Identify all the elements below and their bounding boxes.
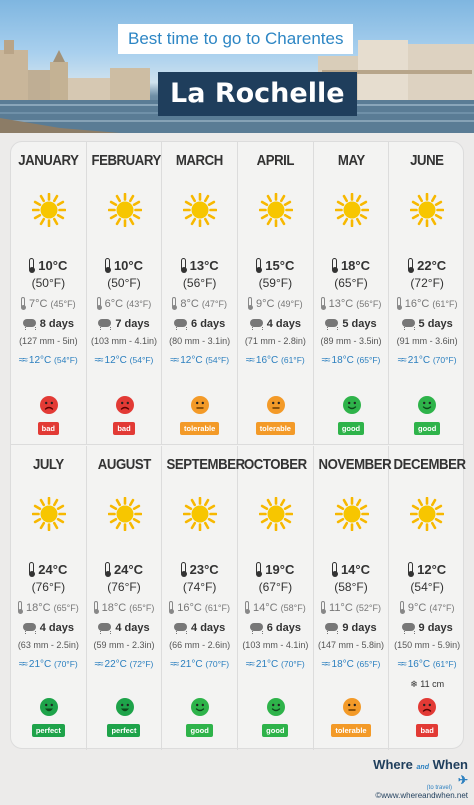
sea-temp-row [389, 659, 465, 670]
high-temp-c: 15°C [265, 258, 295, 273]
rain-cloud-icon [23, 623, 36, 631]
thermometer-icon [18, 601, 22, 612]
rain-row [389, 622, 465, 634]
low-temp-f: (52°F) [355, 603, 381, 613]
verdict-label: good [186, 724, 212, 737]
rain-cloud-icon [402, 623, 415, 631]
low-temp-c: 7°C [29, 298, 48, 310]
sea-temp-row [162, 355, 237, 366]
rain-days: 5 days [418, 318, 453, 330]
month-name: MAY [337, 152, 365, 169]
perfect-face-icon [116, 698, 134, 716]
high-temp-row [11, 562, 86, 577]
sun-icon [183, 497, 217, 531]
low-temp-row [162, 601, 237, 614]
waves-icon: ≈≈ [397, 659, 405, 670]
high-temp-row [389, 562, 465, 577]
rain-amount: (89 mm - 3.5in) [320, 336, 382, 346]
bad-face-icon [418, 698, 436, 716]
waves-icon: ≈≈ [245, 355, 253, 366]
rain-cloud-icon [174, 319, 187, 327]
verdict-label: good [338, 422, 364, 435]
rain-cloud-icon [325, 623, 338, 631]
month-column-july [11, 446, 87, 750]
low-temp-f: (61°F) [432, 299, 458, 309]
thermometer-icon [105, 258, 110, 271]
low-temp-f: (47°F) [429, 603, 455, 613]
high-temp-f: (50°F) [107, 276, 141, 290]
low-temp-row [87, 297, 162, 310]
verdict-badge [87, 418, 162, 431]
month-grid [11, 142, 465, 750]
sea-temp-c: 18°C [331, 659, 354, 670]
sea-temp-c: 12°C [180, 355, 203, 366]
rain-days: 6 days [266, 622, 301, 634]
high-temp-row [162, 562, 237, 577]
high-temp-c: 10°C [113, 258, 143, 273]
high-temp-f: (67°F) [258, 580, 293, 594]
rain-row [314, 318, 389, 330]
low-temp-c: 11°C [329, 602, 353, 614]
low-temp-c: 13°C [328, 298, 354, 310]
rain-cloud-icon [250, 623, 263, 631]
verdict-label: tolerable [180, 422, 219, 435]
thermometer-icon [256, 258, 261, 271]
snowflake-icon: ❄ [410, 679, 418, 689]
month-column-april [238, 142, 314, 444]
page-title: La Rochelle [158, 72, 357, 116]
month-name: MARCH [176, 152, 224, 169]
sea-temp-row [87, 659, 162, 670]
perfect-face-icon [40, 698, 58, 716]
climate-card [10, 141, 464, 749]
month-name: SEPTEMBER [166, 456, 246, 473]
low-temp-c: 14°C [252, 602, 278, 614]
sun-icon [108, 497, 142, 531]
brand-tagline: (to travel) [426, 785, 452, 791]
verdict-label: perfect [32, 724, 65, 737]
month-column-december [389, 446, 465, 750]
rain-row [87, 318, 162, 330]
low-temp-c: 18°C [101, 602, 127, 614]
brand-name [368, 757, 468, 787]
sun-icon [335, 497, 369, 531]
rain-cloud-icon [98, 623, 111, 631]
waves-icon: ≈≈ [397, 355, 405, 366]
high-temp-c: 24°C [38, 562, 68, 577]
verdict-label: tolerable [256, 422, 295, 435]
thermometer-icon [169, 601, 173, 612]
low-temp-row [87, 601, 162, 614]
high-temp-row [238, 258, 313, 273]
sea-temp-c: 21°C [180, 659, 203, 670]
low-temp-row [238, 601, 313, 614]
brand-when: When [432, 757, 468, 772]
high-temp-c: 10°C [38, 258, 68, 273]
waves-icon: ≈≈ [321, 659, 329, 670]
high-temp-f: (72°F) [410, 276, 444, 290]
sea-temp-row [314, 355, 389, 366]
rain-amount: (71 mm - 2.8in) [244, 336, 306, 346]
high-temp-c: 13°C [189, 258, 219, 273]
sea-temp-f: (65°F) [356, 659, 381, 669]
rain-cloud-icon [250, 319, 263, 327]
sea-temp-f: (70°F) [54, 659, 78, 669]
month-name: FEBRUARY [91, 152, 161, 169]
high-temp-c: 24°C [113, 562, 143, 577]
waves-icon: ≈≈ [321, 355, 329, 366]
rain-row [389, 318, 465, 330]
low-temp-f: (65°F) [129, 603, 155, 613]
tolerable-face-icon [191, 396, 209, 414]
low-temp-f: (56°F) [356, 299, 382, 309]
rain-amount: (66 mm - 2.6in) [169, 640, 231, 650]
low-temp-c: 6°C [104, 298, 124, 310]
rain-row [87, 622, 162, 634]
month-name: APRIL [256, 152, 295, 169]
waves-icon: ≈≈ [170, 355, 178, 366]
verdict-badge [162, 418, 237, 431]
thermometer-icon [181, 562, 186, 575]
rain-days: 4 days [266, 318, 301, 330]
low-temp-row [11, 601, 86, 614]
thermometer-icon [29, 258, 34, 271]
verdict-badge [162, 720, 237, 733]
month-name: AUGUST [97, 456, 151, 473]
month-name: JANUARY [18, 152, 79, 169]
sun-icon [32, 193, 66, 227]
low-temp-f: (58°F) [280, 603, 306, 613]
rain-amount: (150 mm - 5.9in) [394, 640, 461, 650]
rain-cloud-icon [174, 623, 187, 631]
verdict-badge [11, 418, 86, 431]
high-temp-row [389, 258, 465, 273]
month-name: OCTOBER [243, 456, 307, 473]
low-temp-f: (43°F) [126, 299, 152, 309]
month-column-august [87, 446, 163, 750]
low-temp-row [389, 297, 465, 310]
low-temp-f: (49°F) [277, 299, 303, 309]
sea-temp-c: 22°C [104, 659, 127, 670]
high-temp-f: (59°F) [258, 276, 293, 290]
brand-logo[interactable] [368, 757, 468, 801]
rain-row [314, 622, 389, 634]
good-face-icon [191, 698, 209, 716]
sea-temp-f: (70°F) [281, 659, 305, 669]
rain-days: 9 days [342, 622, 377, 634]
low-temp-f: (47°F) [201, 299, 227, 309]
thermometer-icon [181, 258, 186, 271]
sea-temp-row [87, 355, 162, 366]
month-name: JUNE [410, 152, 444, 169]
sea-temp-f: (54°F) [129, 355, 154, 365]
tolerable-face-icon [343, 698, 361, 716]
good-face-icon [267, 698, 285, 716]
sea-temp-f: (65°F) [356, 355, 381, 365]
month-column-november [314, 446, 390, 750]
rain-cloud-icon [98, 319, 111, 327]
low-temp-c: 8°C [180, 298, 199, 310]
sun-icon [108, 193, 142, 227]
footer-url[interactable]: ©www.whereandwhen.net [375, 791, 468, 800]
high-temp-row [87, 258, 162, 273]
month-column-september [162, 446, 246, 750]
high-temp-c: 19°C [265, 562, 295, 577]
rain-row [162, 622, 237, 634]
waves-icon: ≈≈ [18, 659, 26, 670]
low-temp-row [162, 297, 237, 310]
low-temp-f: (61°F) [204, 603, 231, 613]
month-name: NOVEMBER [318, 456, 391, 473]
rain-days: 9 days [418, 622, 453, 634]
rain-cloud-icon [325, 319, 338, 327]
sea-temp-row [11, 659, 86, 670]
verdict-label: bad [416, 724, 437, 737]
low-temp-f: (65°F) [53, 603, 79, 613]
verdict-badge [238, 720, 313, 733]
waves-icon: ≈≈ [94, 659, 102, 670]
snow-depth: 11 cm [420, 679, 445, 689]
high-temp-c: 23°C [189, 562, 219, 577]
header-photo [0, 0, 474, 133]
sun-icon [259, 497, 293, 531]
rain-row [238, 622, 313, 634]
rain-cloud-icon [23, 319, 36, 327]
waves-icon: ≈≈ [94, 355, 102, 366]
sea-temp-f: (54°F) [54, 355, 78, 365]
high-temp-f: (58°F) [334, 580, 368, 594]
thermometer-icon [245, 601, 249, 612]
rain-amount: (103 mm - 4.1in) [242, 640, 309, 650]
brand-where: Where [373, 757, 413, 772]
high-temp-f: (65°F) [334, 276, 368, 290]
high-temp-row [11, 258, 86, 273]
rain-days: 6 days [191, 318, 226, 330]
high-temp-f: (50°F) [31, 276, 66, 290]
verdict-label: tolerable [331, 724, 370, 737]
verdict-badge [87, 720, 162, 733]
thermometer-icon [332, 258, 337, 271]
high-temp-row [238, 562, 313, 577]
rain-amount: (147 mm - 5.8in) [317, 640, 384, 650]
high-temp-row [314, 258, 389, 273]
thermometer-icon [321, 297, 325, 308]
thermometer-icon [97, 297, 101, 308]
thermometer-icon [256, 562, 261, 575]
high-temp-row [87, 562, 162, 577]
month-column-may [314, 142, 390, 444]
high-temp-row [162, 258, 237, 273]
low-temp-c: 9°C [256, 298, 275, 310]
waves-icon: ≈≈ [170, 659, 178, 670]
sea-temp-row [238, 659, 313, 670]
rain-amount: (59 mm - 2.3in) [93, 640, 155, 650]
thermometer-icon [408, 562, 413, 575]
high-temp-f: (76°F) [31, 580, 66, 594]
high-temp-c: 14°C [340, 562, 370, 577]
tolerable-face-icon [267, 396, 285, 414]
sea-temp-c: 21°C [255, 659, 279, 670]
brand-and: and [416, 764, 429, 771]
thermometer-icon [332, 562, 337, 575]
rain-cloud-icon [402, 319, 415, 327]
sea-temp-f: (61°F) [432, 659, 457, 669]
month-column-march [162, 142, 238, 444]
sea-temp-row [389, 355, 465, 366]
month-name: JULY [32, 456, 64, 473]
low-temp-c: 18°C [25, 602, 51, 614]
month-column-october [238, 446, 314, 750]
sea-temp-c: 21°C [28, 659, 52, 670]
verdict-badge [389, 418, 465, 431]
low-temp-c: 16°C [177, 602, 202, 614]
low-temp-f: (45°F) [50, 299, 76, 309]
sea-temp-c: 12°C [104, 355, 127, 366]
sea-temp-f: (54°F) [205, 355, 230, 365]
sea-temp-f: (72°F) [129, 659, 154, 669]
verdict-label: bad [38, 422, 59, 435]
rain-amount: (91 mm - 3.6in) [396, 336, 458, 346]
sea-temp-f: (70°F) [205, 659, 230, 669]
sea-temp-row [314, 659, 389, 670]
sun-icon [183, 193, 217, 227]
high-temp-c: 12°C [417, 562, 447, 577]
rain-row [11, 318, 86, 330]
verdict-badge [238, 418, 313, 431]
high-temp-c: 22°C [417, 258, 447, 273]
sun-icon [335, 193, 369, 227]
thermometer-icon [321, 601, 325, 612]
sea-temp-f: (61°F) [281, 355, 305, 365]
rain-days: 8 days [39, 318, 74, 330]
waves-icon: ≈≈ [18, 355, 26, 366]
thermometer-icon [408, 258, 413, 271]
sea-temp-c: 12°C [28, 355, 52, 366]
sea-temp-c: 16°C [407, 659, 431, 670]
month-column-june [389, 142, 465, 444]
verdict-badge [389, 720, 465, 733]
low-temp-row [11, 297, 86, 310]
thermometer-icon [21, 297, 25, 308]
rain-amount: (80 mm - 3.1in) [169, 336, 231, 346]
thermometer-icon [248, 297, 252, 308]
sea-temp-c: 18°C [331, 355, 354, 366]
thermometer-icon [94, 601, 98, 612]
rain-amount: (103 mm - 4.1in) [90, 336, 157, 346]
page-subtitle: Best time to go to Charentes [118, 24, 353, 54]
sea-temp-row [238, 355, 313, 366]
sun-icon [410, 193, 444, 227]
verdict-badge [314, 418, 389, 431]
thermometer-icon [397, 297, 401, 308]
waves-icon: ≈≈ [245, 659, 253, 670]
thermometer-icon [400, 601, 404, 612]
rain-row [162, 318, 237, 330]
low-temp-row [238, 297, 313, 310]
verdict-label: good [262, 724, 288, 737]
sun-icon [32, 497, 66, 531]
month-name: DECEMBER [393, 456, 466, 473]
verdict-label: good [414, 422, 440, 435]
rain-row [238, 318, 313, 330]
good-face-icon [343, 396, 361, 414]
sea-temp-row [11, 355, 86, 366]
rain-days: 7 days [115, 318, 150, 330]
verdict-badge [11, 720, 86, 733]
high-temp-f: (56°F) [182, 276, 217, 290]
bad-face-icon [40, 396, 58, 414]
thermometer-icon [172, 297, 176, 308]
sea-temp-f: (70°F) [432, 355, 457, 365]
low-temp-row [389, 601, 465, 614]
verdict-label: bad [113, 422, 134, 435]
rain-days: 4 days [191, 622, 226, 634]
low-temp-row [314, 297, 389, 310]
sea-temp-c: 21°C [407, 355, 431, 366]
low-temp-c: 9°C [407, 602, 427, 614]
month-column-january [11, 142, 87, 444]
sun-icon [410, 497, 444, 531]
rain-amount: (127 mm - 5in) [19, 336, 78, 346]
rain-days: 5 days [342, 318, 377, 330]
sea-temp-row [162, 659, 237, 670]
rain-days: 4 days [115, 622, 150, 634]
high-temp-f: (76°F) [107, 580, 141, 594]
thermometer-icon [105, 562, 110, 575]
good-face-icon [418, 396, 436, 414]
rain-amount: (63 mm - 2.5in) [17, 640, 79, 650]
rain-days: 4 days [39, 622, 74, 634]
plane-icon: ✈ [457, 773, 468, 787]
low-temp-c: 16°C [404, 298, 430, 310]
bad-face-icon [116, 396, 134, 414]
verdict-badge [314, 720, 389, 733]
high-temp-f: (74°F) [182, 580, 217, 594]
sun-icon [259, 193, 293, 227]
month-column-february [87, 142, 163, 444]
snow-row [389, 679, 465, 690]
high-temp-c: 18°C [340, 258, 370, 273]
sea-temp-c: 16°C [255, 355, 279, 366]
rain-row [11, 622, 86, 634]
high-temp-row [314, 562, 389, 577]
thermometer-icon [29, 562, 34, 575]
verdict-label: perfect [107, 724, 140, 737]
low-temp-row [314, 601, 389, 614]
high-temp-f: (54°F) [410, 580, 444, 594]
